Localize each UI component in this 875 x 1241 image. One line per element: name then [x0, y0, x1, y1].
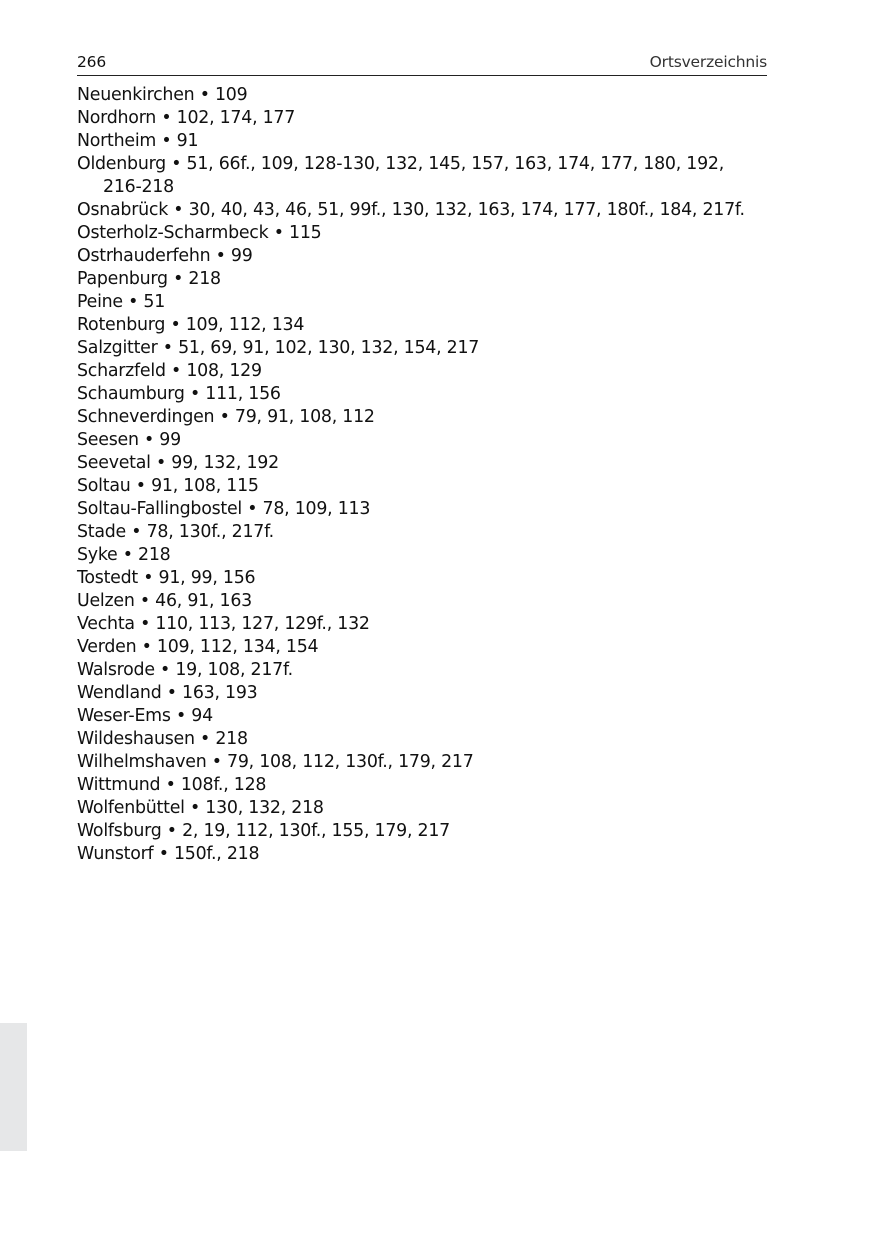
index-entry: [77, 751, 767, 774]
index-entry-text: Osterholz-Scharmbeck • 115: [77, 223, 322, 243]
index-entry: [77, 544, 767, 567]
running-title: Ortsverzeichnis: [649, 53, 767, 71]
index-entry: [77, 452, 767, 475]
index-entry-text: Wendland • 163, 193: [77, 683, 258, 703]
index-entry-text: Seesen • 99: [77, 430, 181, 450]
index-entry-text: Stade • 78, 130f., 217f.: [77, 522, 274, 542]
index-entry-text: Wolfenbüttel • 130, 132, 218: [77, 798, 324, 818]
index-entry-text: Walsrode • 19, 108, 217f.: [77, 660, 293, 680]
index-entry: [77, 199, 767, 222]
index-entry: [77, 429, 767, 452]
index-entry: [77, 291, 767, 314]
index-entry: [77, 820, 767, 843]
index-entry-text: Wilhelmshaven • 79, 108, 112, 130f., 179, 217: [77, 752, 474, 772]
index-entry: [77, 567, 767, 590]
place-index-list: [77, 84, 767, 866]
page-header: [77, 51, 767, 76]
index-entry: [77, 682, 767, 705]
index-entry-text: Scharzfeld • 108, 129: [77, 361, 262, 381]
index-entry-text: Oldenburg • 51, 66f., 109, 128-130, 132, 145, 157, 163, 174, 177, 180, 192,: [77, 154, 724, 174]
index-entry: [77, 705, 767, 728]
index-entry: [77, 314, 767, 337]
index-entry: [77, 107, 767, 130]
index-entry: [77, 728, 767, 751]
index-entry: [77, 383, 767, 406]
index-entry-text: Vechta • 110, 113, 127, 129f., 132: [77, 614, 370, 634]
index-entry-text: Peine • 51: [77, 292, 166, 312]
index-entry-text: Salzgitter • 51, 69, 91, 102, 130, 132, 154, 217: [77, 338, 480, 358]
index-entry: [77, 475, 767, 498]
index-entry-text: Papenburg • 218: [77, 269, 221, 289]
index-entry-text: Wildeshausen • 218: [77, 729, 248, 749]
index-entry: [77, 498, 767, 521]
index-entry-text: Rotenburg • 109, 112, 134: [77, 315, 305, 335]
index-entry: [77, 659, 767, 682]
index-entry: [77, 613, 767, 636]
index-entry-text: Schneverdingen • 79, 91, 108, 112: [77, 407, 375, 427]
index-entry-text: Wolfsburg • 2, 19, 112, 130f., 155, 179, 217: [77, 821, 450, 841]
index-entry: [77, 843, 767, 866]
index-entry: [77, 222, 767, 245]
index-entry-text: Ostrhauderfehn • 99: [77, 246, 253, 266]
index-entry: [77, 521, 767, 544]
index-entry: [77, 797, 767, 820]
index-entry-continuation: 216-218: [103, 177, 174, 197]
index-entry: [77, 360, 767, 383]
index-entry: [77, 774, 767, 797]
index-entry-text: Nordhorn • 102, 174, 177: [77, 108, 296, 128]
index-entry: [77, 245, 767, 268]
index-entry-text: Soltau-Fallingbostel • 78, 109, 113: [77, 499, 371, 519]
index-entry: [77, 130, 767, 153]
index-entry-text: Neuenkirchen • 109: [77, 85, 248, 105]
index-entry: [77, 268, 767, 291]
index-entry: [77, 337, 767, 360]
index-entry-text: Seevetal • 99, 132, 192: [77, 453, 279, 473]
index-entry-text: Wittmund • 108f., 128: [77, 775, 267, 795]
index-entry-text: Schaumburg • 111, 156: [77, 384, 281, 404]
index-entry-text: Weser-Ems • 94: [77, 706, 213, 726]
index-entry: [77, 590, 767, 613]
index-entry: [77, 84, 767, 107]
index-entry-text: Verden • 109, 112, 134, 154: [77, 637, 319, 657]
page-number: 266: [77, 53, 106, 71]
index-entry-text: Syke • 218: [77, 545, 171, 565]
index-entry-text: Uelzen • 46, 91, 163: [77, 591, 252, 611]
index-entry-text: Tostedt • 91, 99, 156: [77, 568, 256, 588]
index-entry: [77, 406, 767, 429]
index-entry-text: Osnabrück • 30, 40, 43, 46, 51, 99f., 130, 132, 163, 174, 177, 180f., 184, 217f.: [77, 200, 745, 220]
index-entry: [77, 636, 767, 659]
index-entry-text: Northeim • 91: [77, 131, 199, 151]
index-entry-text: Wunstorf • 150f., 218: [77, 844, 260, 864]
thumb-index-tab: [0, 1023, 27, 1151]
index-entry: [77, 153, 767, 199]
index-entry-text: Soltau • 91, 108, 115: [77, 476, 259, 496]
